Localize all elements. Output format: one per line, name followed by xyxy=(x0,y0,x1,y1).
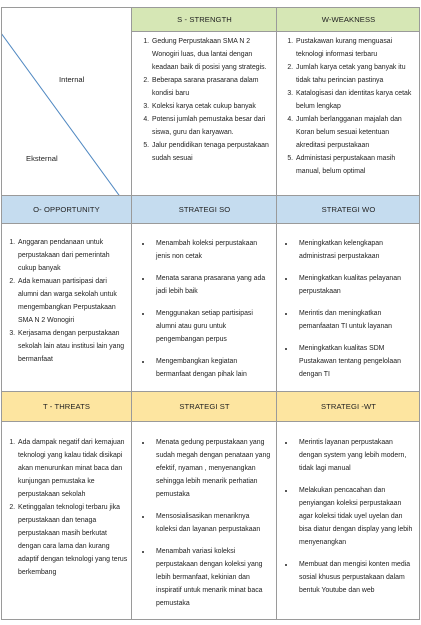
weakness-item: 1. Pustakawan kurang menguasai teknologi informasi terbaru xyxy=(295,35,415,61)
strategi-so-cell xyxy=(132,223,277,391)
grid-line xyxy=(276,7,277,620)
strength-item: 3. Koleksi karya cetak cukup banyak xyxy=(151,100,271,113)
strength-item: 1. Gedung Perpustakaan SMA N 2 Wonogiri luas, dua lantai dengan keadaan baik di posisi yang strategis. xyxy=(151,35,271,74)
strength-header xyxy=(132,7,277,31)
strength-item: 5. Jalur pendidikan tenaga perpustakaan sudah sesuai xyxy=(151,139,271,165)
strategi-st-list xyxy=(140,436,271,610)
strategi-st-cell xyxy=(132,421,277,620)
strategi-st-item: • Menata gedung perpustakaan yang sudah megah dengan penataan yang efektif, nyaman , menyenangkan sehingga lebih menarik perhatian pemustaka xyxy=(152,436,271,501)
opportunity-item: 1. Anggaran pendanaan untuk perpustakaan dari pemerintah cukup banyak xyxy=(17,236,128,275)
strategi-wo-header xyxy=(277,195,420,223)
weakness-item: 4. Jumlah berlangganan majalah dan Koran belum sesuai ketentuan akreditasi perpustakaan xyxy=(295,113,415,152)
opportunity-title: O- OPPORTUNITY xyxy=(33,204,100,214)
strength-item: 2. Beberapa sarana prasarana dalam kondisi baru xyxy=(151,74,271,100)
grid-line xyxy=(132,31,420,32)
strategi-st-header xyxy=(132,391,277,421)
strategi-wo-item: • Meningkatkan kelengkapan administrasi perpustakaan xyxy=(295,237,415,263)
opportunity-item: 3. Kerjasama dengan perpustakaan sekolah lain atau institusi lain yang bermanfaat xyxy=(17,327,128,366)
grid-line xyxy=(1,7,2,620)
strategi-wt-item: • Merintis layanan perpustakaan dengan system yang lebih modern, tidak lagi manual xyxy=(295,436,415,475)
weakness-item: 5. Administasi perpustakaan masih manual, belum optimal xyxy=(295,152,415,178)
threats-header xyxy=(1,391,132,421)
strategi-st-item: • Mensosialisasikan menariknya koleksi dan layanan perpustakaan xyxy=(152,510,271,536)
threats-list xyxy=(5,436,128,579)
corner-diagonal xyxy=(1,7,132,195)
strength-title: S - STRENGTH xyxy=(177,14,232,24)
grid-line xyxy=(1,421,420,422)
threats-title: T - THREATS xyxy=(42,401,91,411)
grid-line xyxy=(1,7,420,8)
threats-cell xyxy=(1,421,132,620)
weaknesses-cell xyxy=(277,31,420,195)
strategi-st-item: • Menambah variasi koleksi perpustakaan dengan koleksi yang lebih bermanfaat, kekinian dan inspiratif untuk menarik minat baca pemustaka xyxy=(152,545,271,610)
weaknesses-list xyxy=(283,35,415,178)
grid-line xyxy=(1,195,420,196)
corner-cell xyxy=(1,7,132,195)
threat-item: 1. Ada dampak negatif dari kemajuan teknologi yang kalau tidak disikapi akan menurunkan minat baca dan kunjungan pemustaka ke perpustakaan sekolah xyxy=(17,436,128,501)
strategi-wo-list xyxy=(283,237,415,381)
opportunity-item: 2. Ada kemauan partisipasi dari alumni dan warga sekolah untuk mengembangkan Perpustakaan SMA N 2 Wonogiri xyxy=(17,275,128,327)
weakness-header xyxy=(277,7,420,31)
opportunity-header xyxy=(1,195,132,223)
strategi-wo-item: • Meningkatkan kualitas SDM Pustakawan tentang pengelolaan dengan TI xyxy=(295,342,415,381)
grid-line xyxy=(131,7,132,620)
strategi-wo-item: • Meningkatkan kualitas pelayanan perpustakaan xyxy=(295,272,415,298)
weakness-item: 3. Katalogisasi dan identitas karya cetak belum lengkap xyxy=(295,87,415,113)
strategi-so-item: • Mengembangkan kegiatan bermanfaat dengan pihak lain xyxy=(152,355,271,381)
strength-item: 4. Potensi jumlah pemustaka besar dari siswa, guru dan karyawan. xyxy=(151,113,271,139)
strengths-list xyxy=(139,35,271,165)
strategi-wt-list xyxy=(283,436,415,597)
strategi-so-item: • Menata sarana prasarana yang ada jadi lebih baik xyxy=(152,272,271,298)
external-label: Eksternal xyxy=(26,154,58,163)
strategi-so-title: STRATEGI SO xyxy=(178,204,231,214)
strategi-wt-cell xyxy=(277,421,420,620)
internal-label: Internal xyxy=(59,75,85,84)
threat-item: 2. Ketinggalan teknologi terbaru jika perpustakaan dan tenaga perpustakaan masih berkutat dengan cara lama dan kurang adaptif dengan teknologi yang terus berkembang xyxy=(17,501,128,579)
opportunities-cell xyxy=(1,223,132,391)
strategi-st-title: STRATEGI ST xyxy=(179,401,230,411)
strategi-wo-title: STRATEGI WO xyxy=(321,204,376,214)
swot-table xyxy=(1,7,420,620)
strategi-wo-cell xyxy=(277,223,420,391)
grid-line xyxy=(1,223,420,224)
strategi-wt-item: • Membuat dan mengisi konten media sosial khusus perpustakaan dalam bentuk Youtube dan web xyxy=(295,558,415,597)
strategi-wo-item: • Merintis dan meningkatkan pemanfaatan TI untuk layanan xyxy=(295,307,415,333)
strategi-so-list xyxy=(140,237,271,381)
opportunities-list xyxy=(5,236,128,366)
weakness-title: W-WEAKNESS xyxy=(321,14,376,24)
strategi-so-header xyxy=(132,195,277,223)
strategi-so-item: • Menggunakan setiap partisipasi alumni atau guru untuk pengembangan perpus xyxy=(152,307,271,346)
strategi-wt-title: STRATEGI -WT xyxy=(320,401,377,411)
strategi-wt-header xyxy=(277,391,420,421)
strengths-cell xyxy=(132,31,277,195)
weakness-item: 2. Jumlah karya cetak yang banyak itu tidak tahu perincian pastinya xyxy=(295,61,415,87)
grid-line xyxy=(419,7,420,620)
strategi-wt-item: • Melakukan pencacahan dan penyiangan koleksi perpustakaan agar koleksi tidak uyel uyelan dan bisa diatur dengan display yang lebih menyenangkan xyxy=(295,484,415,549)
grid-line xyxy=(1,391,420,392)
grid-line xyxy=(1,619,420,620)
strategi-so-item: • Menambah koleksi perpustakaan jenis non cetak xyxy=(152,237,271,263)
